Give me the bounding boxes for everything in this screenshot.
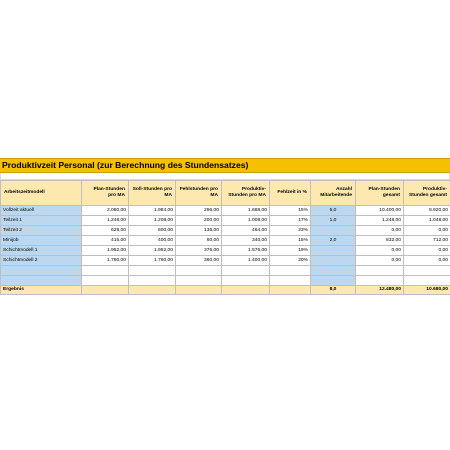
cell-fehlzeit[interactable]: 20% [270, 256, 311, 266]
cell-fehlzeit[interactable]: 15% [270, 206, 311, 216]
cell-fehl[interactable]: 200,00 [176, 216, 222, 226]
header-model: Arbeitszeitmodell [1, 181, 82, 206]
header-plan-gesamt: Plan-Stunden gesamt [356, 181, 404, 206]
cell-soll[interactable]: 1.984,00 [129, 206, 176, 216]
table-row [1, 216, 450, 226]
cell-model[interactable]: Vollzeit aktuell [1, 206, 82, 216]
total-plan-gesamt: 12.480,00 [356, 286, 404, 295]
total-row [1, 286, 450, 295]
header-fehlzeit: Fehlzeit in % [270, 181, 311, 206]
spacer-row [0, 173, 450, 180]
cell-fehlzeit[interactable]: 23% [270, 226, 311, 236]
cell-anzahl[interactable] [311, 246, 356, 256]
cell-plan[interactable]: 628,00 [82, 226, 129, 236]
header-prod: Produktiv-Stunden pro MA [222, 181, 270, 206]
table-row [1, 246, 450, 256]
total-empty [82, 286, 129, 295]
total-empty [222, 286, 270, 295]
table-row [1, 256, 450, 266]
cell-model[interactable]: Minijob [1, 236, 82, 246]
cell-fehl[interactable]: 136,00 [176, 226, 222, 236]
cell-plan[interactable]: 1.952,00 [82, 246, 129, 256]
cell-fehlzeit[interactable]: 15% [270, 236, 311, 246]
total-empty [176, 286, 222, 295]
table-row [1, 266, 450, 276]
cell-soll[interactable] [129, 266, 176, 276]
cell-soll[interactable]: 1.952,00 [129, 246, 176, 256]
cell-soll[interactable]: 400,00 [129, 236, 176, 246]
cell-plan[interactable]: 1.760,00 [82, 256, 129, 266]
cell-plan[interactable] [82, 266, 129, 276]
cell-plan-gesamt[interactable] [356, 266, 404, 276]
hours-table [0, 180, 450, 295]
cell-soll[interactable] [129, 276, 176, 286]
cell-model[interactable]: Schichtmodell 2 [1, 256, 82, 266]
cell-fehl[interactable]: 60,00 [176, 236, 222, 246]
cell-fehl[interactable]: 296,00 [176, 206, 222, 216]
cell-fehlzeit[interactable] [270, 276, 311, 286]
total-prod-gesamt: 10.680,00 [404, 286, 450, 295]
table-row [1, 206, 450, 216]
sheet-title: Produktivzeit Personal (zur Berechnung des Stundensatzes) [0, 158, 450, 173]
cell-prod-gesamt[interactable]: 712,00 [404, 236, 450, 246]
cell-plan-gesamt[interactable]: 10.400,00 [356, 206, 404, 216]
cell-plan-gesamt[interactable]: 0,00 [356, 256, 404, 266]
cell-anzahl[interactable] [311, 276, 356, 286]
spreadsheet [0, 158, 450, 295]
cell-prod[interactable]: 1.688,00 [222, 206, 270, 216]
total-empty [129, 286, 176, 295]
cell-prod-gesamt[interactable] [404, 266, 450, 276]
cell-anzahl[interactable]: 1,0 [311, 216, 356, 226]
cell-fehlzeit[interactable]: 17% [270, 216, 311, 226]
cell-prod-gesamt[interactable]: 0,00 [404, 256, 450, 266]
cell-plan[interactable]: 416,00 [82, 236, 129, 246]
cell-fehl[interactable] [176, 276, 222, 286]
cell-plan-gesamt[interactable]: 0,00 [356, 226, 404, 236]
cell-anzahl[interactable]: 5,0 [311, 206, 356, 216]
cell-fehlzeit[interactable]: 19% [270, 246, 311, 256]
cell-soll[interactable]: 1.760,00 [129, 256, 176, 266]
cell-prod-gesamt[interactable]: 0,00 [404, 246, 450, 256]
cell-prod-gesamt[interactable] [404, 276, 450, 286]
total-empty [270, 286, 311, 295]
cell-plan-gesamt[interactable]: 0,00 [356, 246, 404, 256]
cell-fehl[interactable]: 376,00 [176, 246, 222, 256]
cell-soll[interactable]: 600,00 [129, 226, 176, 236]
cell-plan[interactable]: 1.248,00 [82, 216, 129, 226]
header-anzahl: Anzahl Mitarbeitende [311, 181, 356, 206]
cell-prod[interactable] [222, 276, 270, 286]
header-fehl: Fehlstunden pro MA [176, 181, 222, 206]
cell-fehl[interactable]: 360,00 [176, 256, 222, 266]
cell-prod-gesamt[interactable]: 8.920,00 [404, 206, 450, 216]
cell-prod-gesamt[interactable]: 0,00 [404, 226, 450, 236]
cell-prod[interactable] [222, 266, 270, 276]
header-prod-gesamt: Produktiv-Stunden gesamt [404, 181, 450, 206]
cell-plan-gesamt[interactable] [356, 276, 404, 286]
cell-fehl[interactable] [176, 266, 222, 276]
total-label: Ergebnis [1, 286, 82, 295]
cell-soll[interactable]: 1.208,00 [129, 216, 176, 226]
cell-model[interactable] [1, 266, 82, 276]
cell-plan[interactable] [82, 276, 129, 286]
cell-anzahl[interactable]: 2,0 [311, 236, 356, 246]
cell-anzahl[interactable] [311, 226, 356, 236]
cell-plan[interactable]: 2.080,00 [82, 206, 129, 216]
cell-prod[interactable]: 1.008,00 [222, 216, 270, 226]
cell-model[interactable] [1, 276, 82, 286]
cell-prod[interactable]: 464,00 [222, 226, 270, 236]
cell-model[interactable]: Teilzeit 1 [1, 216, 82, 226]
total-anzahl: 8,0 [311, 286, 356, 295]
cell-plan-gesamt[interactable]: 1.248,00 [356, 216, 404, 226]
cell-model[interactable]: Schichtmodell 1 [1, 246, 82, 256]
cell-anzahl[interactable] [311, 266, 356, 276]
cell-prod[interactable]: 1.400,00 [222, 256, 270, 266]
table-row [1, 276, 450, 286]
table-row [1, 236, 450, 246]
cell-prod[interactable]: 340,00 [222, 236, 270, 246]
cell-plan-gesamt[interactable]: 832,00 [356, 236, 404, 246]
cell-fehlzeit[interactable] [270, 266, 311, 276]
cell-anzahl[interactable] [311, 256, 356, 266]
table-row [1, 226, 450, 236]
cell-model[interactable]: Teilzeit 2 [1, 226, 82, 236]
header-plan: Plan-Stunden pro MA [82, 181, 129, 206]
header-soll: Soll-Stunden pro MA [129, 181, 176, 206]
cell-prod-gesamt[interactable]: 1.048,00 [404, 216, 450, 226]
cell-prod[interactable]: 1.576,00 [222, 246, 270, 256]
header-row [1, 181, 450, 206]
